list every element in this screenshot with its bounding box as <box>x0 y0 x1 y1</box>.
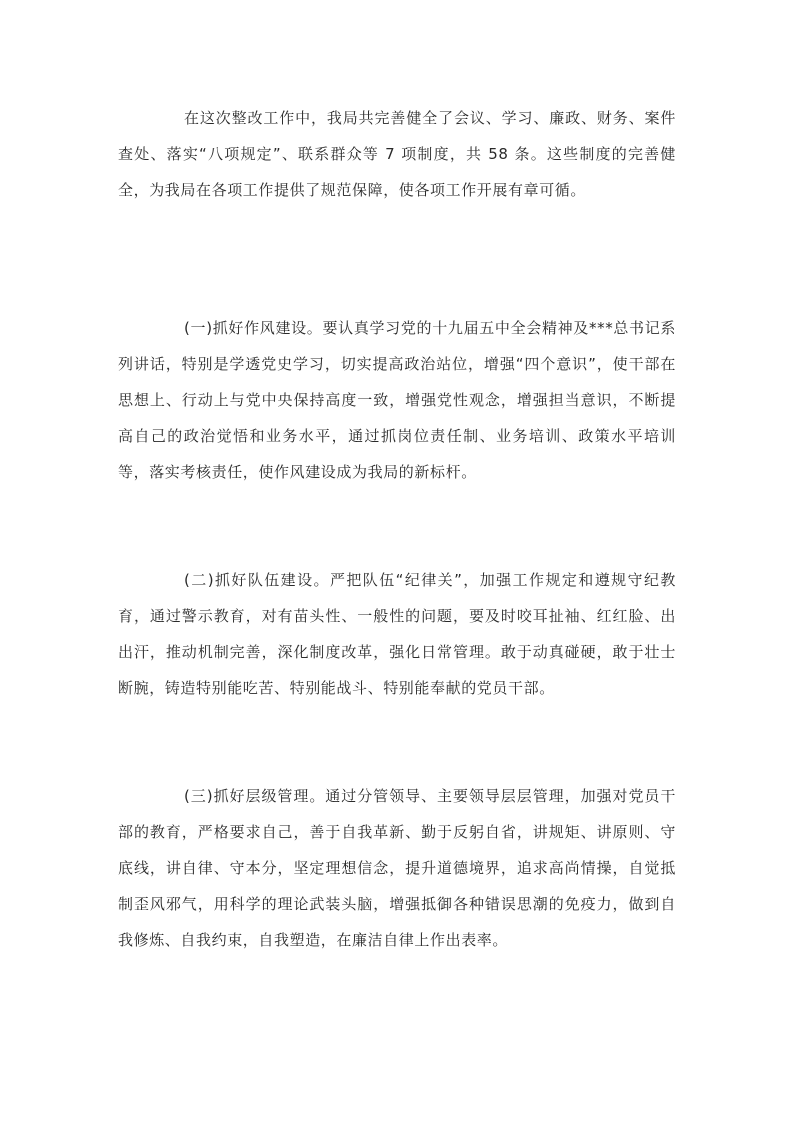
paragraph-rectification-summary: 在这次整改工作中，我局共完善健全了会议、学习、廉政、财务、案件查处、落实“八项规定”、联系群众等 7 项制度，共 58 条。这些制度的完善健全，为我局在各项工作提供了规范保障，使各项工作开展有章可循。 <box>118 109 676 199</box>
paragraph-team-building: (二)抓好队伍建设。严把队伍“纪律关”，加强工作规定和遵规守纪教育，通过警示教育，对有苗头性、一般性的问题，要及时咬耳扯袖、红红脸、出出汗，推动机制完善，深化制度改革，强化日常管理。敢于动真碰硬，敢于壮士断腕，铸造特别能吃苦、特别能战斗、特别能奉献的党员干部。 <box>118 571 676 697</box>
paragraph-hierarchical-management: (三)抓好层级管理。通过分管领导、主要领导层层管理，加强对党员干部的教育，严格要求自己，善于自我革新、勤于反躬自省，讲规矩、讲原则、守底线，讲自律、守本分，坚定理想信念，提升道德境界，追求高尚情操，自觉抵制歪风邪气，用科学的理论武装头脑，增强抵御各种错误思潮的免疫力，做到自我修炼、自我约束，自我塑造，在廉洁自律上作出表率。 <box>118 787 676 949</box>
paragraph-work-style: (一)抓好作风建设。要认真学习党的十九届五中全会精神及***总书记系列讲话，特别是学透党史学习，切实提高政治站位，增强“四个意识”，使干部在思想上、行动上与党中央保持高度一致，增强党性观念，增强担当意识，不断提高自己的政治觉悟和业务水平，通过抓岗位责任制、业务培训、政策水平培训等，落实考核责任，使作风建设成为我局的新标杆。 <box>118 319 676 481</box>
